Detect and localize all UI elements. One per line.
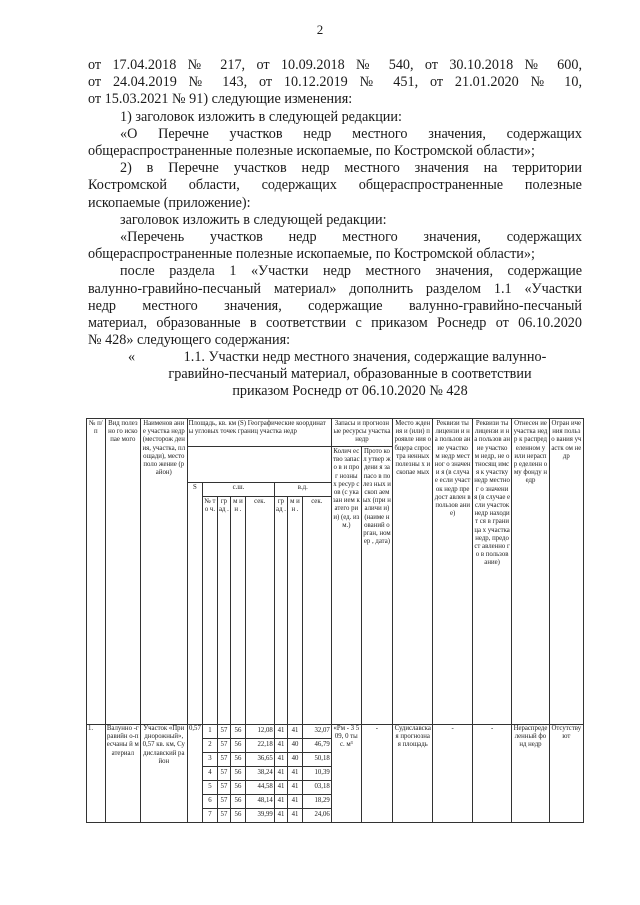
- header-reserves-protocol: Прото кол утвер ждени я запасо в полез ных ископ аемых (при наличи и) (наиме нований орган, номер , дата): [361, 447, 392, 725]
- header-lon-min: м ин .: [288, 497, 303, 725]
- point-number: 6: [203, 795, 218, 809]
- header-latitude: с.ш.: [203, 483, 275, 497]
- point-lon-min: 41: [288, 795, 303, 809]
- row-restrictions: Отсутствуют: [549, 725, 583, 823]
- point-lon-min: 41: [288, 809, 303, 823]
- point-lon-deg: 41: [274, 725, 287, 739]
- paragraph-line: «О Перечне участков недр местного значения, содержащих: [120, 125, 582, 142]
- paragraph-line: ископаемые (приложение):: [88, 194, 251, 211]
- paragraph-line: 2) в Перечне участков недр местного значения на территории: [120, 160, 582, 177]
- point-lat-min: 56: [231, 809, 246, 823]
- paragraph-line: общераспространенные полезные ископаемые, по Костромской области»;: [88, 143, 535, 160]
- row-license: -: [433, 725, 472, 823]
- point-lon-min: 41: [288, 767, 303, 781]
- row-reserves-qty: «Рм - 3 509, 0 тыс. м³: [331, 725, 361, 823]
- subsoil-plots-table: [86, 418, 584, 823]
- header-restrictions: Огран ичения пользо вания участк ом недр: [549, 419, 583, 725]
- paragraph-line: от 24.04.2019 № 143, от 10.12.2019 № 451, от 21.01.2020 № 10,: [88, 74, 582, 91]
- point-lon-min: 40: [288, 739, 303, 753]
- header-lat-min: м ин .: [231, 497, 246, 725]
- point-lon-deg: 41: [274, 809, 287, 823]
- row-name: Участок «Приднорожный», 0,57 кв. км, Судиславский район: [140, 725, 187, 823]
- paragraph-line: 1) заголовок изложить в следующей редакции:: [120, 108, 402, 125]
- header-deposit: Место ждения и (или) проявле ния общера спростра ненных полезны х ископае мых: [393, 419, 433, 725]
- point-lat-sec: 22,18: [245, 739, 274, 753]
- point-lon-sec: 46,79: [302, 739, 331, 753]
- point-lat-deg: 57: [217, 781, 230, 795]
- point-lon-sec: 24,06: [302, 809, 331, 823]
- point-lon-min: 41: [288, 781, 303, 795]
- point-lat-min: 56: [231, 767, 246, 781]
- point-lon-sec: 18,29: [302, 795, 331, 809]
- point-lat-sec: 36,65: [245, 753, 274, 767]
- header-reserves: Запасы и прогнозные ресурсы участка недр: [331, 419, 392, 447]
- section-title-line: 1.1. Участки недр местного значения, содержащие валунно-: [183, 349, 547, 365]
- point-lon-deg: 41: [274, 739, 287, 753]
- row-num: 1.: [87, 725, 106, 823]
- row-reserves-protocol: -: [361, 725, 392, 823]
- point-lon-deg: 41: [274, 753, 287, 767]
- point-lon-min: 40: [288, 753, 303, 767]
- header-lon-sec: сек.: [302, 497, 331, 725]
- row-license-other: -: [472, 725, 511, 823]
- point-lon-deg: 41: [274, 767, 287, 781]
- paragraph-line: недр местного значения, содержащие валунно-гравийно-песчаный: [88, 297, 582, 314]
- row-area: 0,57: [187, 725, 203, 823]
- point-number: 2: [203, 739, 218, 753]
- header-license: Реквизи ты лицензи и на пользов ание участко м недр местног о значени я (в случае если участок недр предост авлен в пользов ание): [433, 419, 472, 725]
- header-license-other: Реквизи ты лицензи и на пользов ание участко м недр, не относящ имся к участку недр местног о значени я (в случае если участок недр находит ся в граница х участка недр, предост авленно го в пользов ание): [472, 419, 511, 725]
- header-point-no: № то ч.: [203, 497, 218, 725]
- table-row: [87, 725, 584, 739]
- header-reserves-qty: Колич ество запасо в и прог нозны х ресур сов (с указан ием катего рии) (ед. изм.): [331, 447, 361, 725]
- header-type: Вид полезно го ископае мого: [105, 419, 140, 725]
- header-lat-sec: сек.: [245, 497, 274, 725]
- point-lat-sec: 39,99: [245, 809, 274, 823]
- point-lat-sec: 44,58: [245, 781, 274, 795]
- paragraph-line: валунно-гравийно-песчаный материал» дополнить разделом 1.1 «Участки: [88, 280, 582, 297]
- paragraph-line: материал, образованные в соответствии с приказом Роснедр от 06.10.2020: [88, 315, 582, 332]
- header-longitude: в.д.: [274, 483, 331, 497]
- point-lat-sec: 48,14: [245, 795, 274, 809]
- paragraph-line: заголовок изложить в следующей редакции:: [120, 211, 387, 228]
- header-fund: Отнесен ие участка недр к распред еленном у или нераспр еделенн ому фонду недр: [512, 419, 549, 725]
- paragraph-line: № 428» следующего содержания:: [88, 332, 291, 349]
- point-lat-min: 56: [231, 753, 246, 767]
- paragraph-line: Костромской области, содержащих общераспространенные полезные: [88, 177, 582, 194]
- point-lat-deg: 57: [217, 795, 230, 809]
- point-lat-min: 56: [231, 725, 246, 739]
- header-lat-deg: гр ад .: [217, 497, 230, 725]
- point-lat-sec: 12,08: [245, 725, 274, 739]
- point-lat-sec: 38,24: [245, 767, 274, 781]
- section-title: [120, 349, 580, 401]
- section-title-line: приказом Роснедр от 06.10.2020 № 428: [232, 383, 468, 400]
- point-lon-deg: 41: [274, 795, 287, 809]
- point-lon-deg: 41: [274, 781, 287, 795]
- point-number: 7: [203, 809, 218, 823]
- point-lon-sec: 32,07: [302, 725, 331, 739]
- paragraph-line: от 17.04.2018 № 217, от 10.09.2018 № 540, от 30.10.2018 № 600,: [88, 57, 582, 73]
- row-type: Валунно -гравийн о-песчаны й материал: [105, 725, 140, 823]
- point-lat-min: 56: [231, 781, 246, 795]
- point-number: 3: [203, 753, 218, 767]
- paragraph-line: после раздела 1 «Участки недр местного значения, содержащие: [120, 263, 582, 280]
- section-title-line: гравийно-песчаный материал, образованные в соответствии: [168, 366, 532, 383]
- header-s: S: [187, 483, 203, 725]
- point-lat-deg: 57: [217, 767, 230, 781]
- header-name: Наименов ание участка недр (месторож дения, участка, площади), местополо жение (район): [140, 419, 187, 725]
- page-number: 2: [316, 22, 324, 37]
- point-lon-sec: 03,18: [302, 781, 331, 795]
- point-lat-deg: 57: [217, 809, 230, 823]
- header-num: № п/п: [87, 419, 106, 725]
- point-lat-min: 56: [231, 739, 246, 753]
- point-number: 1: [203, 725, 218, 739]
- point-lat-deg: 57: [217, 753, 230, 767]
- paragraph-line: общераспространенные полезные ископаемые, по Костромской области»;: [88, 246, 535, 263]
- point-number: 4: [203, 767, 218, 781]
- point-lat-deg: 57: [217, 725, 230, 739]
- point-lon-sec: 50,18: [302, 753, 331, 767]
- paragraph-line: «Перечень участков недр местного значения, содержащих: [120, 229, 582, 246]
- point-lon-min: 41: [288, 725, 303, 739]
- paragraph-line: от 15.03.2021 № 91) следующие изменения:: [88, 91, 353, 108]
- point-lat-min: 56: [231, 795, 246, 809]
- point-lat-deg: 57: [217, 739, 230, 753]
- row-deposit: Судиславская прогнозная площадь: [393, 725, 433, 823]
- header-area-coordinates: Площадь, кв. км (S) Географические координаты угловых точек границ участка недр: [187, 419, 331, 447]
- point-number: 5: [203, 781, 218, 795]
- point-lon-sec: 10,39: [302, 767, 331, 781]
- open-quote: «: [128, 349, 136, 365]
- body-text: [88, 57, 582, 349]
- header-lon-deg: гр ад .: [274, 497, 287, 725]
- row-fund: Нераспределенный фонд недр: [512, 725, 549, 823]
